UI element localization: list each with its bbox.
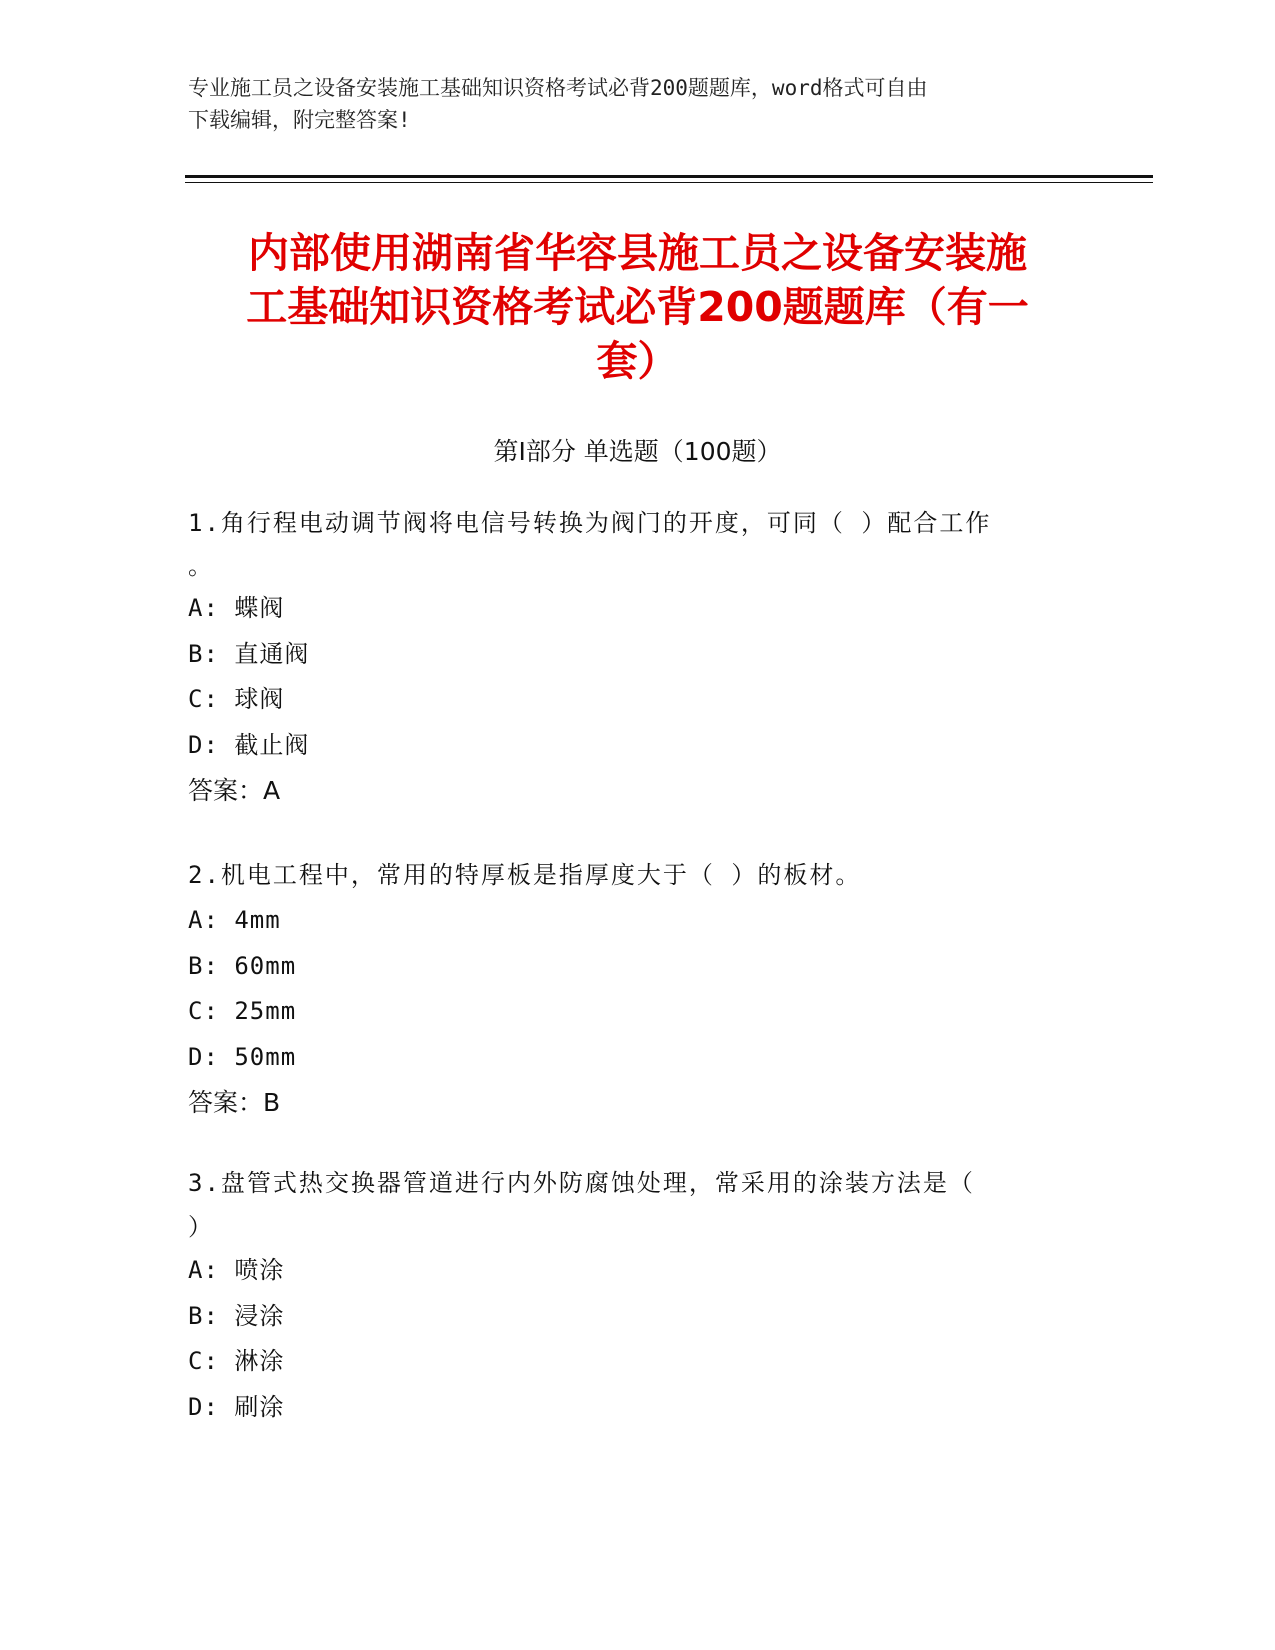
header-divider-thin [185,182,1153,183]
question-stem: 2.机电工程中，常用的特厚板是指厚度大于（ ）的板材。 [188,861,862,889]
answer: 答案：A [188,776,281,805]
question-stem: 1.角行程电动调节阀将电信号转换为阀门的开度，可同（ ）配合工作 [188,509,992,537]
option-d: D: 截止阀 [188,730,310,759]
header-note-line-2: 下载编辑，附完整答案! [188,108,411,132]
question-1 [188,500,1088,814]
document-title [175,226,1100,388]
document-title-line-2: 工基础知识资格考试必背200题题库（有一 [246,283,1029,331]
option-b: B: 60mm [188,951,297,980]
option-a: A: 4mm [188,906,281,934]
question-3 [188,1160,1088,1430]
document-title-line-1: 内部使用湖南省华容县施工员之设备安装施 [248,229,1027,277]
question-2 [188,852,1088,1126]
question-stem-continuation: 。 [188,552,214,580]
header-note-line-1: 专业施工员之设备安装施工基础知识资格考试必背200题题库，word格式可自由 [188,76,928,100]
question-stem: 3.盘管式热交换器管道进行内外防腐蚀处理，常采用的涂装方法是（ [188,1169,975,1197]
option-c: C: 球阀 [188,685,285,713]
question-stem-continuation: ） [188,1213,214,1241]
option-d: D: 刷涂 [188,1392,285,1421]
answer: 答案：B [188,1088,281,1117]
section-title: 第Ⅰ部分 单选题（100题） [493,437,782,466]
header-divider-thick [185,175,1153,178]
document-title-line-3: 套） [596,337,679,385]
option-b: B: 浸涂 [188,1301,285,1330]
option-a: A: 喷涂 [188,1256,285,1284]
option-c: C: 25mm [188,997,297,1025]
option-b: B: 直通阀 [188,639,310,668]
header-note [188,72,1068,136]
option-c: C: 淋涂 [188,1347,285,1375]
option-d: D: 50mm [188,1042,297,1071]
option-a: A: 蝶阀 [188,594,285,622]
